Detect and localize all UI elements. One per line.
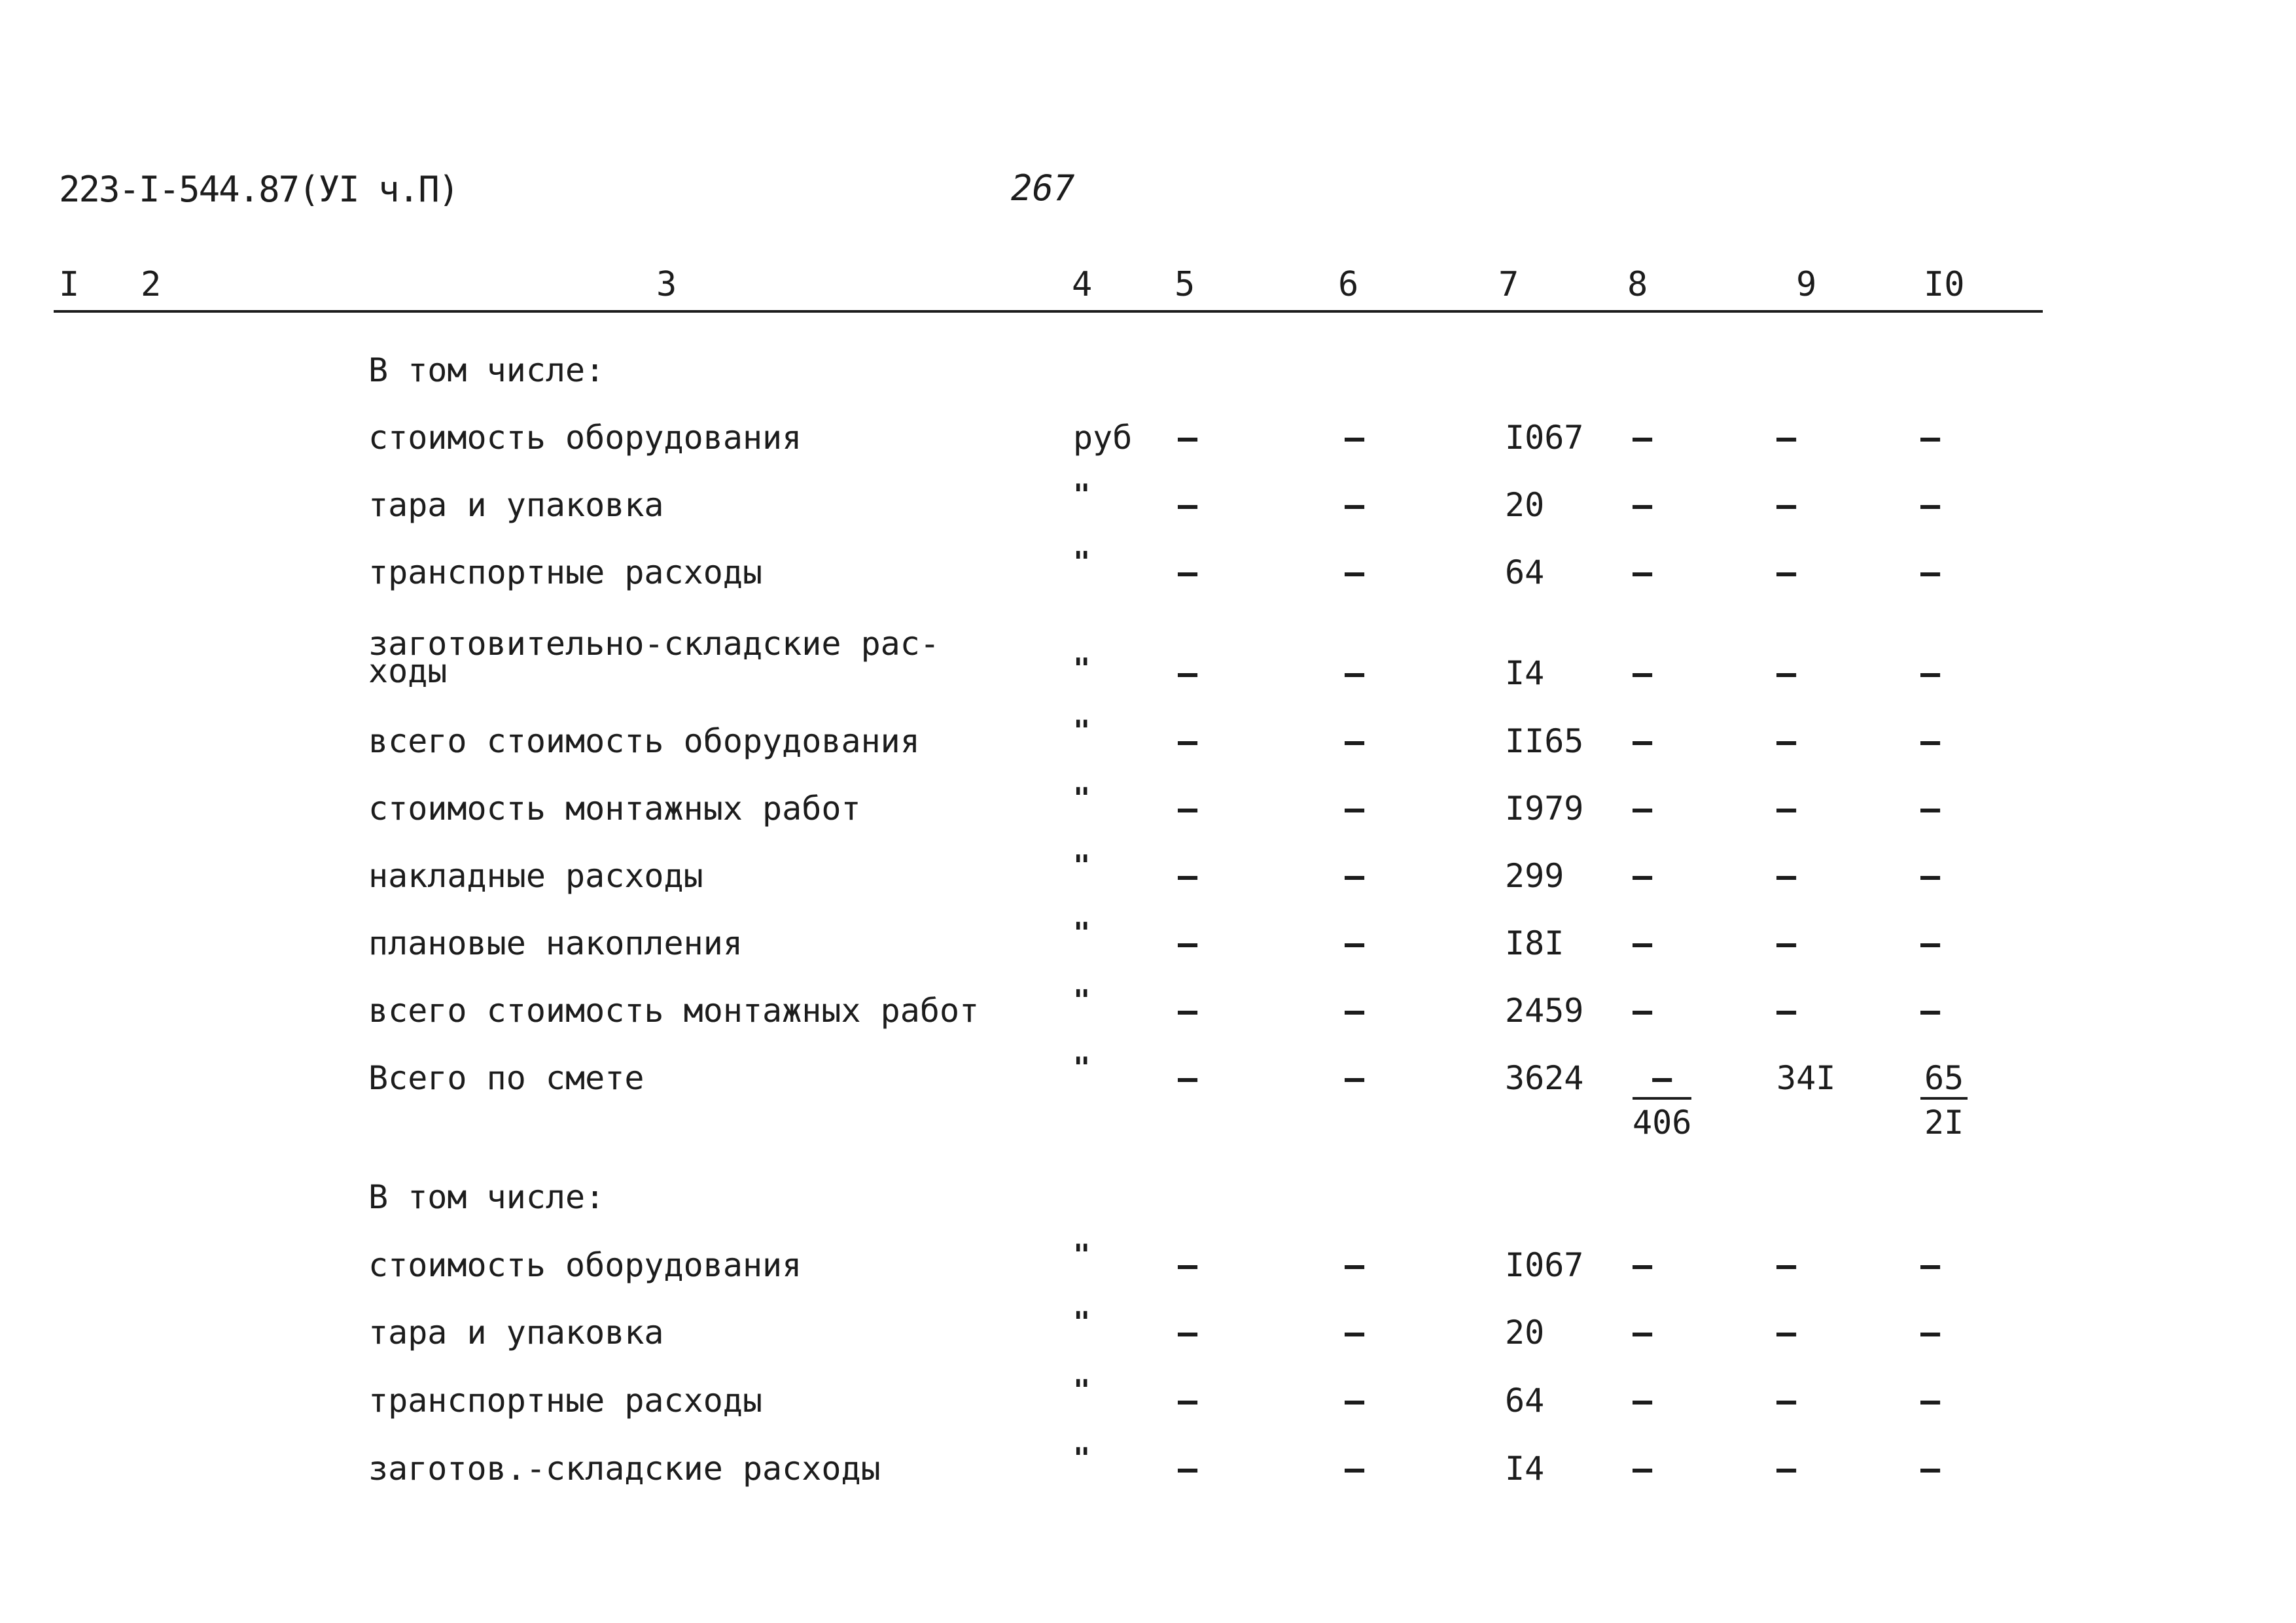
table-row: [0, 1374, 2296, 1434]
page-number: 267: [1011, 167, 1075, 209]
fraction-numerator: –: [1633, 1059, 1691, 1100]
col10-cell: –: [1920, 419, 1941, 457]
row-label: стоимость оборудования: [368, 1246, 802, 1284]
col7-cell: 64: [1505, 553, 1545, 591]
col7-cell: I8I: [1505, 924, 1564, 962]
column-header-6: 6: [1338, 265, 1359, 304]
ditto-mark: ": [1073, 782, 1091, 815]
col8-cell: –: [1633, 486, 1653, 524]
col8-cell: –: [1633, 790, 1653, 828]
row-label: всего стоимость монтажных работ: [368, 992, 980, 1030]
column-header-2: 2: [141, 265, 162, 304]
row-label: накладные расходы: [368, 857, 703, 895]
table-row: [0, 1442, 2296, 1502]
document-code: 223-I-544.87(УI ч.П): [59, 169, 459, 210]
col9-cell: –: [1776, 722, 1797, 760]
col8-cell: –: [1633, 857, 1653, 895]
col7-cell: 20: [1505, 486, 1545, 524]
ditto-mark: ": [1073, 546, 1091, 579]
col10-cell: –: [1920, 924, 1941, 962]
column-header-1: I: [59, 265, 80, 304]
col6-cell: –: [1345, 654, 1365, 692]
col5-cell: –: [1178, 992, 1198, 1030]
col10-fraction: [1920, 1059, 1968, 1142]
col5-cell: –: [1178, 1382, 1198, 1420]
col7-cell: I067: [1505, 419, 1584, 457]
table-row: [0, 419, 2296, 471]
col5-cell: –: [1178, 419, 1198, 457]
table-row: [0, 546, 2296, 606]
ditto-mark: ": [1073, 1374, 1091, 1407]
col6-cell: –: [1345, 419, 1365, 457]
col9-cell: –: [1776, 486, 1797, 524]
col10-cell: –: [1920, 1314, 1941, 1352]
col7-cell: I979: [1505, 790, 1584, 828]
row-label: В том числе:: [368, 1178, 605, 1216]
col10-cell: –: [1920, 992, 1941, 1030]
col7-cell: I4: [1505, 1450, 1545, 1488]
ditto-mark: ": [1073, 652, 1091, 686]
col5-cell: –: [1178, 1059, 1198, 1097]
row-label: плановые накопления: [368, 924, 743, 962]
row-label: всего стоимость оборудования: [368, 722, 920, 760]
col9-cell: –: [1776, 553, 1797, 591]
col9-cell: –: [1776, 857, 1797, 895]
row-label: стоимость оборудования: [368, 419, 802, 457]
col10-cell: –: [1920, 654, 1941, 692]
col8-fraction: [1633, 1059, 1691, 1142]
col5-cell: –: [1178, 1314, 1198, 1352]
ditto-mark: ": [1073, 916, 1091, 950]
col6-cell: –: [1345, 1382, 1365, 1420]
table-row: [0, 984, 2296, 1044]
row-label: заготовительно-складские рас-: [368, 625, 940, 663]
table-row: [0, 714, 2296, 775]
col5-cell: –: [1178, 486, 1198, 524]
ditto-mark: ": [1073, 984, 1091, 1017]
col7-cell: II65: [1505, 722, 1584, 760]
fraction-numerator: 65: [1920, 1059, 1968, 1100]
row-label: тара и упаковка: [368, 486, 664, 524]
ditto-mark: ": [1073, 1238, 1091, 1272]
table-row: [0, 351, 2296, 404]
col6-cell: –: [1345, 1450, 1365, 1488]
row-label: Всего по смете: [368, 1059, 645, 1097]
col6-cell: –: [1345, 1314, 1365, 1352]
column-header-8: 8: [1627, 265, 1648, 304]
col7-cell: I4: [1505, 654, 1545, 692]
col9-cell: –: [1776, 419, 1797, 457]
col5-cell: –: [1178, 924, 1198, 962]
col6-cell: –: [1345, 486, 1365, 524]
table-row: [0, 849, 2296, 909]
col9-cell: –: [1776, 790, 1797, 828]
column-header-4: 4: [1072, 265, 1093, 304]
table-row: [0, 478, 2296, 538]
col6-cell: –: [1345, 553, 1365, 591]
ditto-mark: ": [1073, 1051, 1091, 1085]
row-label: транспортные расходы: [368, 1382, 763, 1420]
table-row: [0, 1238, 2296, 1299]
col6-cell: –: [1345, 722, 1365, 760]
col5-cell: –: [1178, 857, 1198, 895]
row-label-continuation: ходы: [368, 652, 448, 690]
fraction-denominator: 2I: [1924, 1104, 1964, 1142]
col10-cell: –: [1920, 553, 1941, 591]
col8-cell: –: [1633, 553, 1653, 591]
ditto-mark: ": [1073, 1442, 1091, 1475]
col9-cell: –: [1776, 1314, 1797, 1352]
col10-cell: –: [1920, 722, 1941, 760]
col9-cell: –: [1776, 1246, 1797, 1284]
table-row: [0, 1306, 2296, 1366]
col7-cell: 64: [1505, 1382, 1545, 1420]
ditto-mark: ": [1073, 714, 1091, 748]
unit-cell: руб: [1073, 419, 1133, 457]
fraction-denominator: 406: [1633, 1104, 1692, 1142]
ditto-mark: ": [1073, 1306, 1091, 1339]
col6-cell: –: [1345, 924, 1365, 962]
column-header-9: 9: [1796, 265, 1817, 304]
col8-cell: –: [1633, 1450, 1653, 1488]
col9-cell: –: [1776, 992, 1797, 1030]
column-header-3: 3: [656, 265, 677, 304]
table-row-total: [0, 1051, 2296, 1157]
col10-cell: –: [1920, 1246, 1941, 1284]
table-row: [0, 625, 2296, 703]
col5-cell: –: [1178, 722, 1198, 760]
column-header-7: 7: [1498, 265, 1519, 304]
row-label: тара и упаковка: [368, 1314, 664, 1352]
row-label: В том числе:: [368, 351, 605, 389]
col10-cell: –: [1920, 1382, 1941, 1420]
col5-cell: –: [1178, 1450, 1198, 1488]
col9-cell: 34I: [1776, 1059, 1836, 1097]
ditto-mark: ": [1073, 849, 1091, 882]
col5-cell: –: [1178, 553, 1198, 591]
col5-cell: –: [1178, 790, 1198, 828]
col8-cell: –: [1633, 1382, 1653, 1420]
column-header-5: 5: [1174, 265, 1195, 304]
col10-cell: –: [1920, 1450, 1941, 1488]
col9-cell: –: [1776, 1382, 1797, 1420]
col7-cell: 3624: [1505, 1059, 1584, 1097]
col10-cell: –: [1920, 486, 1941, 524]
row-label: заготов.-складские расходы: [368, 1450, 881, 1488]
col6-cell: –: [1345, 1246, 1365, 1284]
row-label: транспортные расходы: [368, 553, 763, 591]
col6-cell: –: [1345, 992, 1365, 1030]
col8-cell: –: [1633, 992, 1653, 1030]
col9-cell: –: [1776, 924, 1797, 962]
col10-cell: –: [1920, 790, 1941, 828]
table-row: [0, 916, 2296, 977]
col5-cell: –: [1178, 654, 1198, 692]
table-row: [0, 1178, 2296, 1230]
ditto-mark: ": [1073, 478, 1091, 512]
table-row: [0, 782, 2296, 842]
col8-cell: –: [1633, 1314, 1653, 1352]
col6-cell: –: [1345, 857, 1365, 895]
col7-cell: 299: [1505, 857, 1564, 895]
col8-cell: –: [1633, 654, 1653, 692]
col8-cell: –: [1633, 924, 1653, 962]
col7-cell: 2459: [1505, 992, 1584, 1030]
col7-cell: I067: [1505, 1246, 1584, 1284]
col6-cell: –: [1345, 790, 1365, 828]
col7-cell: 20: [1505, 1314, 1545, 1352]
col9-cell: –: [1776, 1450, 1797, 1488]
row-label: стоимость монтажных работ: [368, 790, 861, 828]
column-header-10: I0: [1924, 265, 1965, 304]
col6-cell: –: [1345, 1059, 1365, 1097]
col5-cell: –: [1178, 1246, 1198, 1284]
col8-cell: –: [1633, 722, 1653, 760]
col10-cell: –: [1920, 857, 1941, 895]
col8-cell: –: [1633, 1246, 1653, 1284]
col9-cell: –: [1776, 654, 1797, 692]
col8-cell: –: [1633, 419, 1653, 457]
